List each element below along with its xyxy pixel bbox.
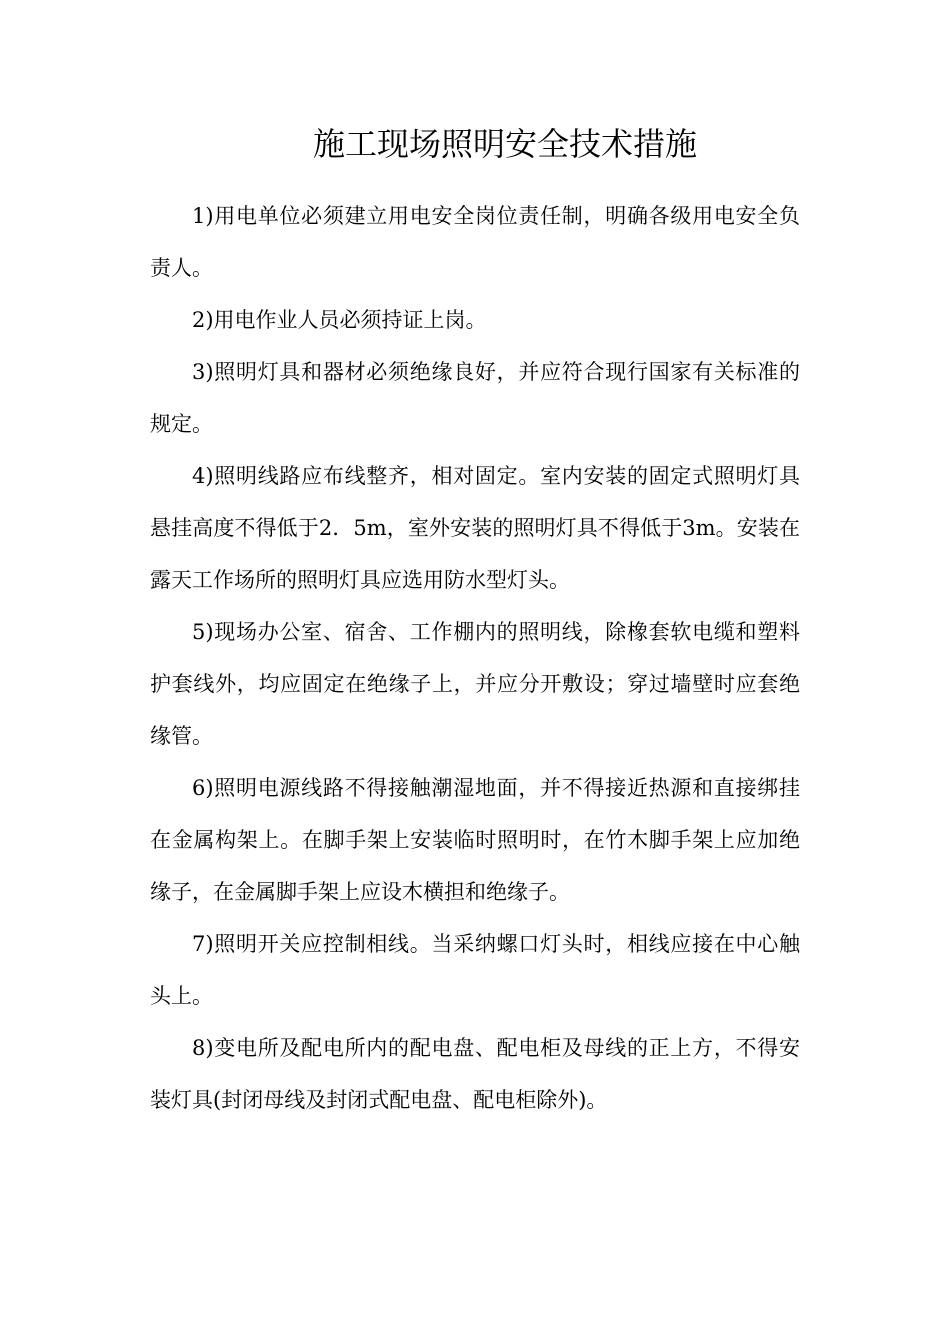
paragraph-2: 2)用电作业人员必须持证上岗。: [192, 308, 487, 332]
paragraph-1: 1)用电单位必须建立用电安全岗位责任制，明确各级用电安全负责人。: [150, 204, 800, 280]
paragraph-4: 4)照明线路应布线整齐，相对固定。室内安装的固定式照明灯具悬挂高度不得低于2．5m，室外安装的照明灯具不得低于3m。安装在露天工作场所的照明灯具应选用防水型灯头。: [150, 464, 800, 592]
paragraph-8: 8)变电所及配电所内的配电盘、配电柜及母线的正上方，不得安装灯具(封闭母线及封闭式配电盘、配电柜除外)。: [150, 1036, 800, 1112]
document-body: [150, 190, 800, 1126]
paragraph-6: 6)照明电源线路不得接触潮湿地面，并不得接近热源和直接绑挂在金属构架上。在脚手架上安装临时照明时，在竹木脚手架上应加绝缘子，在金属脚手架上应设木横担和绝缘子。: [150, 776, 800, 904]
paragraph-5: 5)现场办公室、宿舍、工作棚内的照明线，除橡套软电缆和塑料护套线外，均应固定在绝缘子上，并应分开敷设；穿过墙壁时应套绝缘管。: [150, 620, 800, 748]
paragraph-7: 7)照明开关应控制相线。当采纳螺口灯头时，相线应接在中心触头上。: [150, 932, 800, 1008]
paragraph-3: 3)照明灯具和器材必须绝缘良好，并应符合现行国家有关标准的规定。: [150, 360, 800, 436]
document-title: 施工现场照明安全技术措施: [312, 125, 697, 163]
